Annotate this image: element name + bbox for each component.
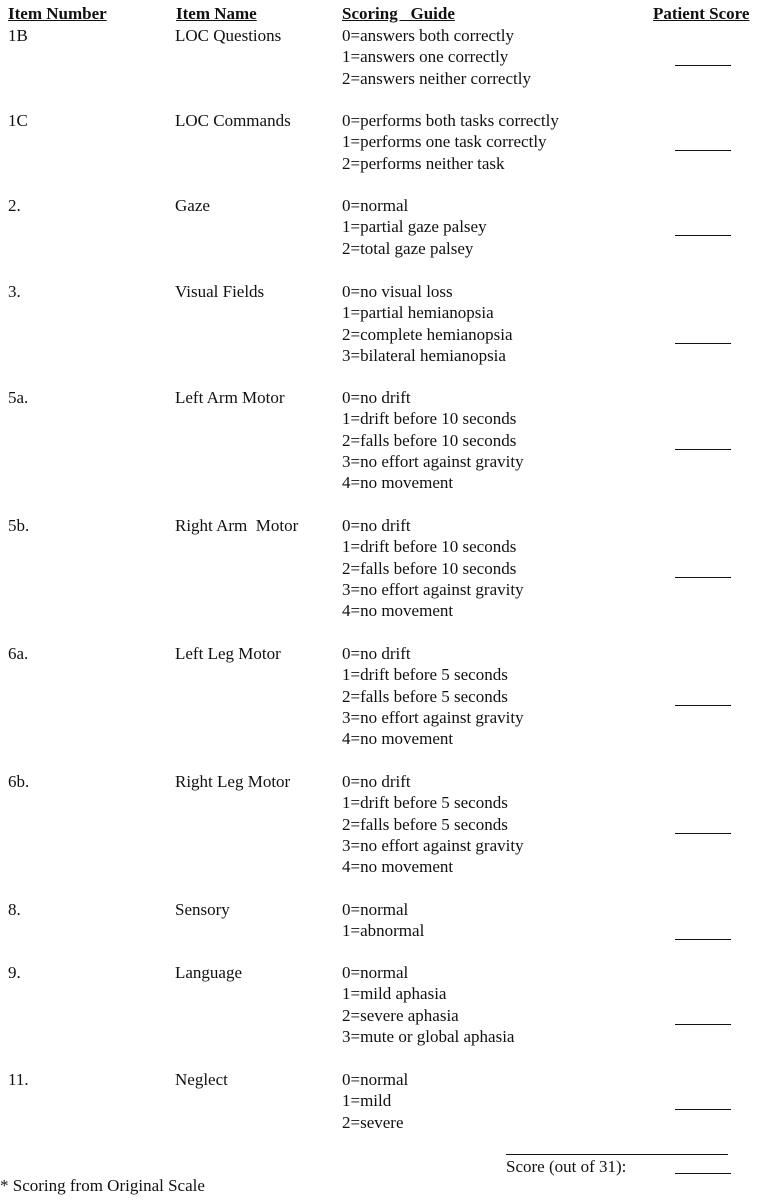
guide-line: 1=answers one correctly	[342, 47, 509, 67]
guide-line: 0=no drift	[342, 516, 411, 535]
guide-line: 4=no movement	[342, 857, 454, 877]
patient-score-blank[interactable]	[675, 235, 731, 236]
scoring-guide	[342, 899, 424, 942]
item-name: Gaze	[175, 196, 210, 215]
header-scoring-guide: Scoring Guide	[342, 4, 455, 23]
header-item-name: Item Name	[176, 4, 257, 23]
item-number: 3.	[8, 282, 21, 301]
guide-line: 0=normal	[342, 963, 409, 982]
total-divider	[506, 1154, 728, 1155]
patient-score-blank[interactable]	[675, 1024, 731, 1025]
guide-line: 2=answers neither correctly	[342, 68, 531, 88]
item-number: 5a.	[8, 388, 29, 407]
item-name: Right Leg Motor	[175, 772, 291, 791]
patient-score-blank[interactable]	[675, 705, 731, 706]
item-name: LOC Questions	[175, 26, 282, 45]
item-name: Sensory	[175, 900, 230, 919]
guide-line: 0=no drift	[342, 772, 411, 791]
guide-line: 3=no effort against gravity	[342, 451, 524, 471]
patient-score-blank[interactable]	[675, 833, 731, 834]
item-name: Left Leg Motor	[175, 644, 281, 663]
scoring-guide	[342, 195, 487, 259]
item-number: 2.	[8, 196, 21, 215]
item-name: Neglect	[175, 1070, 228, 1089]
guide-line: 0=no drift	[342, 644, 411, 663]
guide-line: 1=partial gaze palsey	[342, 217, 487, 237]
scoring-guide	[342, 771, 524, 877]
guide-line: 4=no movement	[342, 473, 454, 493]
guide-line: 2=severe	[342, 1112, 404, 1132]
total-score-blank[interactable]	[675, 1173, 731, 1174]
footnote: * Scoring from Original Scale	[0, 1176, 205, 1195]
scoring-guide	[342, 1069, 408, 1133]
guide-line: 1=abnormal	[342, 921, 425, 941]
guide-line: 1=drift before 10 seconds	[342, 409, 517, 429]
item-name: LOC Commands	[175, 111, 291, 130]
guide-line: 0=performs both tasks correctly	[342, 111, 559, 130]
guide-line: 2=falls before 5 seconds	[342, 686, 508, 706]
item-number: 8.	[8, 900, 21, 919]
patient-score-blank[interactable]	[675, 150, 731, 151]
scoring-guide	[342, 962, 514, 1047]
scoring-guide	[342, 643, 524, 749]
patient-score-blank[interactable]	[675, 577, 731, 578]
item-number: 6b.	[8, 772, 30, 791]
item-number: 9.	[8, 963, 21, 982]
item-number: 6a.	[8, 644, 29, 663]
guide-line: 0=no visual loss	[342, 282, 453, 301]
item-name: Visual Fields	[175, 282, 265, 301]
guide-line: 0=no drift	[342, 388, 411, 407]
scoring-guide	[342, 110, 559, 174]
guide-line: 4=no movement	[342, 601, 454, 621]
guide-line: 0=normal	[342, 1070, 409, 1089]
guide-line: 3=no effort against gravity	[342, 835, 524, 855]
item-name: Right Arm Motor	[175, 516, 299, 535]
guide-line: 0=normal	[342, 196, 409, 215]
guide-line: 3=no effort against gravity	[342, 707, 524, 727]
item-number: 5b.	[8, 516, 30, 535]
guide-line: 1=mild	[342, 1091, 392, 1111]
header-patient-score: Patient Score	[653, 4, 750, 23]
guide-line: 2=total gaze palsey	[342, 238, 474, 258]
item-name: Language	[175, 963, 243, 982]
guide-line: 2=falls before 10 seconds	[342, 558, 517, 578]
patient-score-blank[interactable]	[675, 449, 731, 450]
guide-line: 1=drift before 10 seconds	[342, 537, 517, 557]
scoring-guide	[342, 25, 531, 89]
guide-line: 1=partial hemianopsia	[342, 303, 494, 323]
guide-line: 1=drift before 5 seconds	[342, 793, 508, 813]
guide-line: 4=no movement	[342, 729, 454, 749]
item-name: Left Arm Motor	[175, 388, 285, 407]
guide-line: 0=answers both correctly	[342, 26, 514, 45]
patient-score-blank[interactable]	[675, 1109, 731, 1110]
item-number: 1C	[8, 111, 28, 130]
guide-line: 3=no effort against gravity	[342, 579, 524, 599]
guide-line: 1=mild aphasia	[342, 984, 447, 1004]
guide-line: 0=normal	[342, 900, 409, 919]
guide-line: 2=performs neither task	[342, 153, 505, 173]
guide-line: 1=drift before 5 seconds	[342, 665, 508, 685]
scoring-guide	[342, 515, 524, 621]
guide-line: 2=severe aphasia	[342, 1005, 459, 1025]
item-number: 1B	[8, 26, 28, 45]
guide-line: 2=falls before 5 seconds	[342, 814, 508, 834]
guide-line: 2=falls before 10 seconds	[342, 430, 517, 450]
guide-line: 2=complete hemianopsia	[342, 324, 513, 344]
header-item-number: Item Number	[8, 4, 107, 23]
patient-score-blank[interactable]	[675, 939, 731, 940]
guide-line: 3=bilateral hemianopsia	[342, 345, 506, 365]
item-number: 11.	[8, 1070, 29, 1089]
guide-line: 1=performs one task correctly	[342, 132, 547, 152]
patient-score-blank[interactable]	[675, 65, 731, 66]
scoring-guide	[342, 281, 513, 366]
patient-score-blank[interactable]	[675, 343, 731, 344]
scoring-guide	[342, 387, 524, 493]
guide-line: 3=mute or global aphasia	[342, 1026, 515, 1046]
total-score-label: Score (out of 31):	[506, 1157, 627, 1176]
